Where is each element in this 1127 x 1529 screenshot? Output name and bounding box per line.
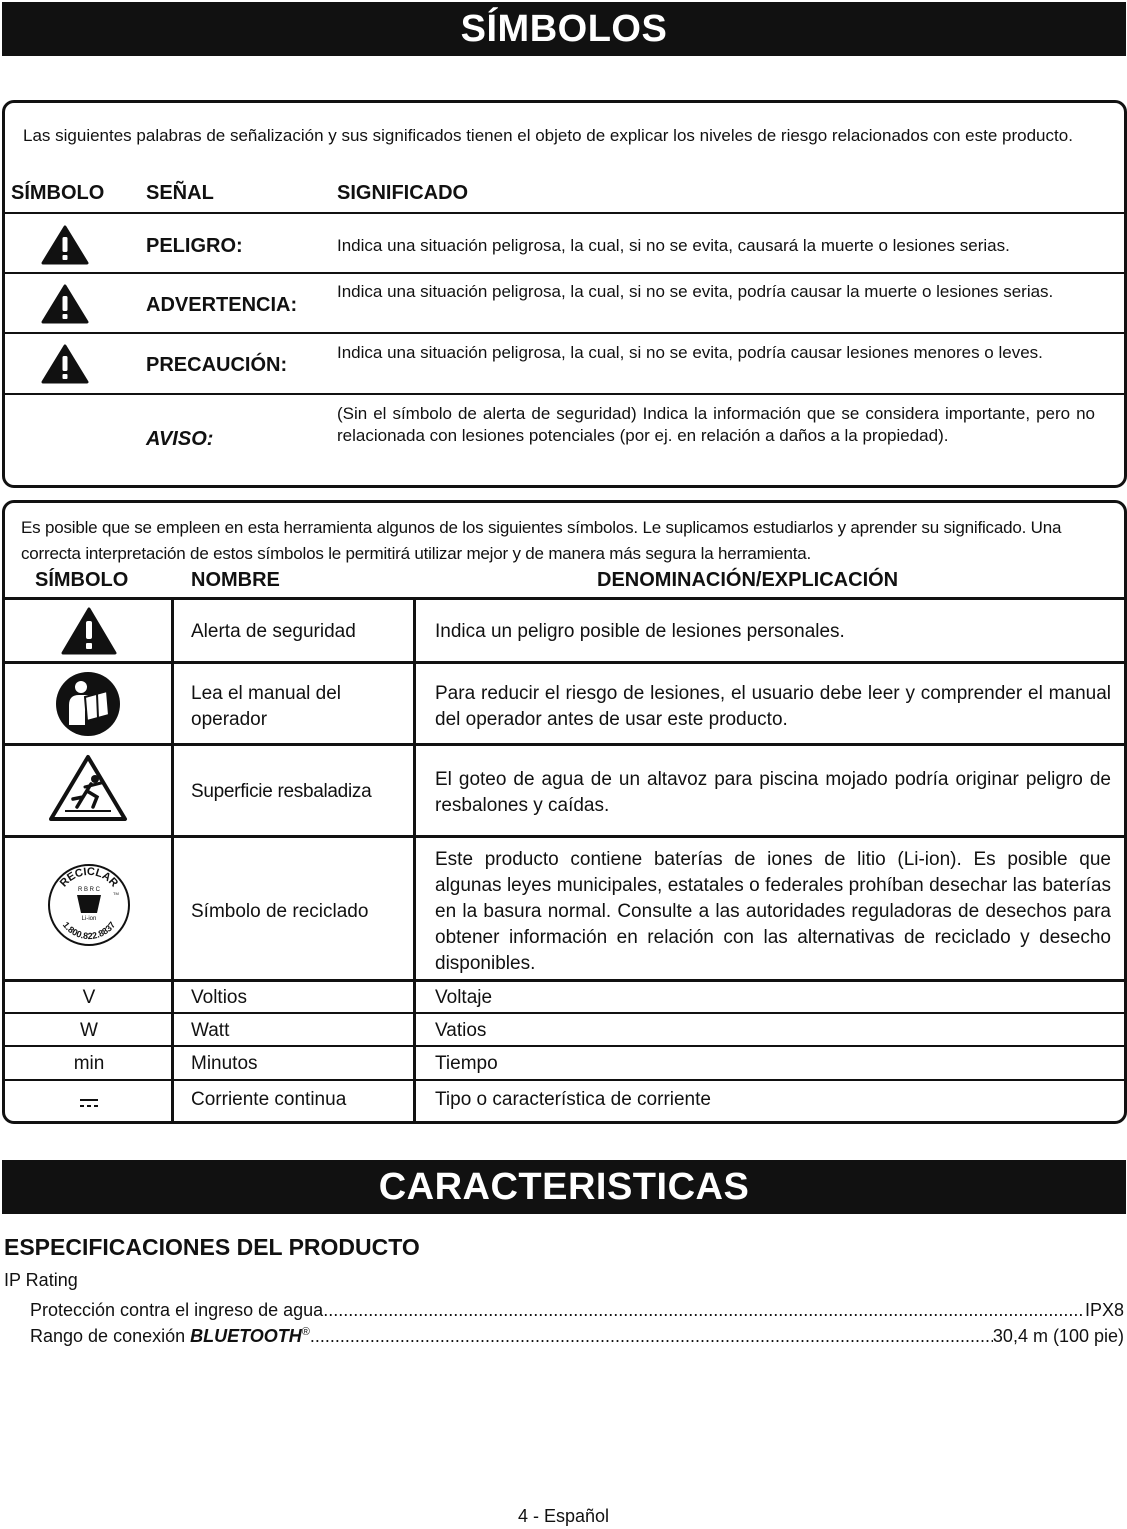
svg-text:1.800.822.8837: 1.800.822.8837 (60, 919, 118, 942)
ip-rating-label: IP Rating (4, 1270, 78, 1290)
header-symbol: SÍMBOLO (35, 569, 129, 591)
name-voltios: Voltios (191, 987, 247, 1008)
warning-triangle-icon (41, 284, 89, 324)
symbols-intro: Es posible que se empleen en esta herramienta algunos de los siguientes símbolos. Le suplicamos estudiarlos y aprender su significado. Una correcta interpretación de estos símbolos le permitirá utilizar mejor y de manera más segura la herramienta. (21, 518, 1062, 563)
recycle-seal-icon (47, 863, 131, 947)
spec-value: 30,4 m (100 pie) (992, 1326, 1124, 1346)
meaning-aviso: (Sin el símbolo de alerta de seguridad) Indica la información que se considera importante, pero no relacionada con lesiones potenciales (por ej. en relación a daños a la propiedad). (337, 404, 1095, 445)
registered-mark: ® (301, 1326, 310, 1338)
name-manual: Lea el manual del operador (191, 683, 341, 730)
spec-label-brand: BLUETOOTH (190, 1326, 302, 1346)
expl-corriente: Tipo o característica de corriente (435, 1089, 711, 1110)
expl-alerta: Indica un peligro posible de lesiones personales. (435, 621, 845, 642)
direct-current-icon (79, 1098, 99, 1108)
safety-alert-icon (61, 607, 117, 655)
spec-label: Protección contra el ingreso de agua (30, 1300, 324, 1320)
meaning-precaucion: Indica una situación peligrosa, la cual, si no se evita, podría causar lesiones menores o leves. (337, 343, 1043, 362)
spec-row-water (30, 1300, 1124, 1321)
signal-peligro: PELIGRO: (146, 235, 243, 257)
read-manual-icon (55, 671, 121, 737)
meaning-advertencia: Indica una situación peligrosa, la cual, si no se evita, podría causar la muerte o lesiones serias. (337, 282, 1054, 301)
header-name: NOMBRE (191, 569, 280, 591)
signal-advertencia: ADVERTENCIA: (146, 294, 298, 316)
spec-label: Rango de conexión (30, 1326, 191, 1346)
name-recycle: Símbolo de reciclado (191, 901, 369, 922)
svg-text:R B R C: R B R C (77, 887, 101, 893)
spec-value: IPX8 (1084, 1300, 1124, 1320)
header-explanation: DENOMINACIÓN/EXPLICACIÓN (597, 569, 899, 591)
svg-text:TM: TM (113, 891, 119, 896)
name-minutos: Minutos (191, 1053, 258, 1074)
symbol-min: min (73, 1053, 105, 1074)
page-number: 4 - Español (517, 1506, 610, 1526)
warning-triangle-icon (41, 344, 89, 384)
symbol-v: V (82, 987, 96, 1008)
name-slippery: Superficie resbaladiza (191, 781, 372, 802)
spec-row-bluetooth (30, 1326, 1124, 1347)
expl-recycle: Este producto contiene baterías de iones de litio (Li-ion). Es posible que algunas leyes municipales, estatales o federales prohíban desechar las baterías en la basura normal. Consulte a las autoridades reguladoras de desechos para obtener información en relación con las alternativas de reciclado y desecho disponibles. (435, 849, 1111, 974)
header-meaning: SIGNIFICADO (337, 182, 469, 204)
header-signal: SEÑAL (146, 182, 214, 204)
signal-aviso: AVISO: (146, 428, 214, 450)
expl-slippery: El goteo de agua de un altavoz para piscina mojado podría originar peligro de resbalones y caídas. (435, 769, 1111, 816)
expl-vatios: Vatios (435, 1020, 487, 1041)
name-watt: Watt (191, 1020, 230, 1041)
warning-triangle-icon (41, 225, 89, 265)
section-banner-simbolos: SÍMBOLOS (2, 2, 1126, 56)
svg-text:RECICLAR: RECICLAR (57, 865, 121, 890)
slippery-surface-icon (47, 753, 129, 823)
expl-tiempo: Tiempo (435, 1053, 498, 1074)
signal-words-intro: Las siguientes palabras de señalización y sus significados tienen el objeto de explicar los niveles de riesgo relacionados con este producto. (23, 126, 1073, 145)
svg-text:Li-ion: Li-ion (81, 916, 97, 922)
name-corriente: Corriente continua (191, 1089, 347, 1110)
specs-title: ESPECIFICACIONES DEL PRODUCTO (4, 1234, 420, 1260)
expl-manual: Para reducir el riesgo de lesiones, el usuario debe leer y comprender el manual del operador antes de usar este producto. (435, 683, 1111, 730)
header-symbol: SÍMBOLO (11, 182, 105, 204)
dot-leader (323, 1300, 1085, 1321)
meaning-peligro: Indica una situación peligrosa, la cual, si no se evita, causará la muerte o lesiones serias. (337, 236, 1010, 255)
signal-precaucion: PRECAUCIÓN: (146, 354, 288, 376)
symbol-w: W (80, 1020, 98, 1041)
dot-leader (310, 1326, 993, 1347)
expl-voltaje: Voltaje (435, 987, 493, 1008)
section-banner-caracteristicas: CARACTERISTICAS (2, 1160, 1126, 1214)
symbols-table-box (2, 500, 1127, 1124)
signal-words-box (2, 100, 1127, 488)
name-alerta: Alerta de seguridad (191, 621, 356, 642)
